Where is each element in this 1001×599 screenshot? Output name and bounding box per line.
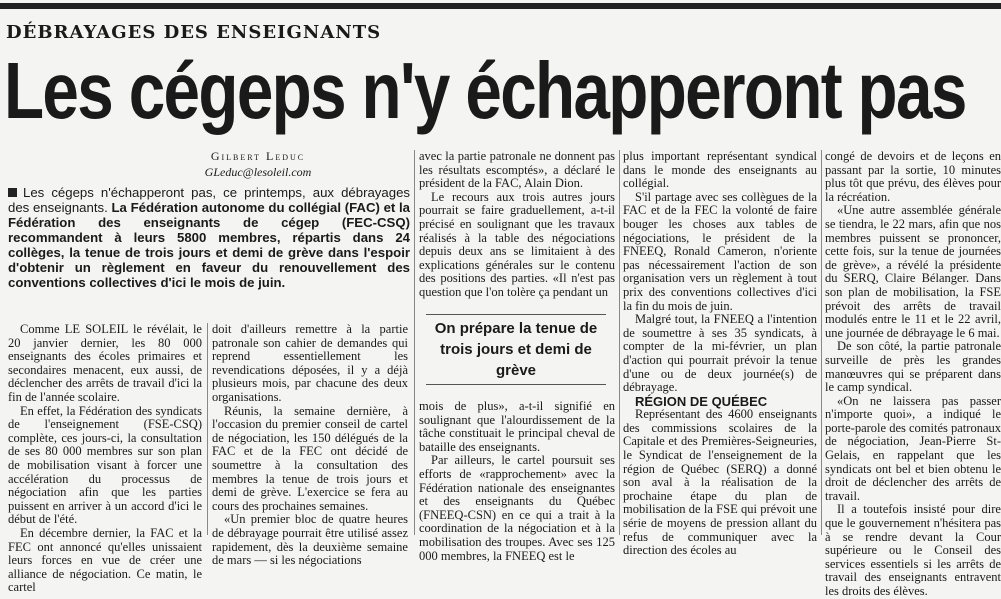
col5-paragraph: De son côté, la partie patronale surveille de près les grandes manœuvres qui se préparent dans le camp syndical. <box>825 339 1001 395</box>
col4-paragraph: Représentant des 4600 enseignants des commissions scolaires de la Capitale et des Premières-Seigneuries, le Syndicat de l'enseignement de la région de Québec (SERQ) a donné son aval à la réalisation de la prochaine étape du plan de mobilisation de la FSE qui prévoit une série de moyens de pression allant du refus de communiquer avec la direction des écoles au <box>623 407 817 558</box>
col2-paragraph: Réunis, la semaine dernière, à l'occasion du premier conseil de cartel de négociation, les 150 délégués de la FAC et de la FEC ont décidé de soumettre à la consultation des membres la tenue de trois jours et demi de grève. L'exercice se fera au cours des prochaines semaines. <box>212 403 408 513</box>
col3-paragraph: Le recours aux trois autres jours pourrait se faire graduellement, a-t-il précisé en soulignant que les travaux réalisés à la table des négociations depuis deux ans se limitaient à des explications générales sur le contenu des positions des parties. «Il n'est pas question que l'on tolère ça pendant un <box>419 189 615 299</box>
pullquote-rule-top <box>426 314 606 315</box>
col4-paragraph: Malgré tout, la FNEEQ a l'intention de soumettre à ses 35 syndicats, à compter de la mi-février, un plan d'action qui pourrait prévoir la tenue d'une ou de deux journée(s) de débrayage. <box>623 312 817 395</box>
lead-sentence-1: Les cégeps n'échapperont pas, ce printemps, aux débrayages des enseignants. <box>8 185 410 215</box>
col3-paragraph: avec la partie patronale ne donnent pas les résultats escomptés», a déclaré le président de la FAC, Alain Dion. <box>419 149 615 191</box>
subhead-region-quebec: RÉGION DE QUÉBEC <box>635 393 768 409</box>
col2-paragraph: doit d'ailleurs remettre à la partie patronale son cahier de demandes qui reprend essentiellement les revendications déposées, il y a déjà plusieurs mois, par chacune des deux organisations. <box>212 322 408 404</box>
column-rule <box>821 150 822 535</box>
top-rule <box>0 3 1001 9</box>
bullet-square-icon <box>8 188 17 197</box>
col5-paragraph: congé de devoirs et de leçons en passant par la sortie, 10 minutes plus tôt que prévu, des élèves pour la récréation. <box>825 149 1001 204</box>
col2-paragraph: «Un premier bloc de quatre heures de débrayage pourrait être utilisé assez rapidement, dès la deuxième semaine de mars — si les négociations <box>212 512 408 568</box>
col4-paragraph: S'il partage avec ses collègues de la FAC et de la FEC la volonté de faire bouger les choses aux tables de négociations, le président de la FNEEQ, Ronald Cameron, n'oriente pas nécessairement l'action de son organisation vers un règlement à tout prix des conventions collectives d'ici la fin du mois de juin. <box>623 189 817 313</box>
lead-paragraph <box>8 185 410 290</box>
pullquote-rule-bottom <box>426 384 606 385</box>
col5-paragraph: Il a toutefois insisté pour dire que le gouvernement n'hésitera pas à se rendre devant la Cour supérieure ou le Conseil des services essentiels si les arrêts de travail des enseignants entravent les droits des élèves. <box>825 502 1001 598</box>
column-1 <box>8 322 202 595</box>
lead-sentence-2: La Fédération autonome du collégial (FAC) et la Fédération des enseignants de cégep (FEC-CSQ) recommandent à leurs 5800 membres, répartis dans 24 collèges, la tenue de trois jours et demi de grève dans l'espoir d'obtenir un règlement en faveur du renouvellement des conventions collectives d'ici le mois de juin. <box>8 200 411 290</box>
column-3-bottom <box>419 399 615 563</box>
column-rule <box>207 323 208 535</box>
col5-paragraph: «On ne laissera pas passer n'importe quoi», a indiqué le porte-parole des comités patronaux de négociation, Jean-Pierre St-Gelais, en rappelant que les syndicats ont bel et bien obtenu le droit de déclencher des arrêts de travail. <box>825 393 1001 503</box>
headline: Les cégeps n'y échapperont pas <box>4 46 966 135</box>
col1-paragraph: En effet, la Fédération des syndicats de l'enseignement (FSE-CSQ) complète, ces jours-ci, la consultation de ses 80 000 membres sur son plan de mobilisation visant à forcer une accélération du processus de négociation afin que les parties puissent en arriver à un accord d'ici le début de l'été. <box>8 403 202 527</box>
col3-paragraph: mois de plus», a-t-il signifié en soulignant que l'alourdissement de la tâche constituait le principal cheval de bataille des enseignants. <box>419 399 615 454</box>
col3-paragraph: Par ailleurs, le cartel poursuit ses efforts de «rapprochement» avec la Fédération nationale des enseignantes et des enseignants du Québec (FNEEQ-CSN) en ce qui a trait à la coordination de la négociation et à la mobilisation des troupes. Avec ses 125 000 membres, la FNEEQ est le <box>419 453 615 563</box>
column-3-top <box>419 150 615 310</box>
column-4 <box>623 149 817 558</box>
byline-email: GLeduc@lesoleil.com <box>204 165 312 179</box>
kicker: DÉBRAYAGES DES ENSEIGNANTS <box>6 22 382 43</box>
column-2 <box>212 322 408 568</box>
column-rule <box>414 150 415 535</box>
column-rule <box>619 150 620 535</box>
col1-paragraph: Comme LE SOLEIL le révélait, le 20 janvier dernier, les 80 000 enseignants des écoles primaires et secondaires menacent, eux aussi, de déclencher des arrêts de travail d'ici la fin de l'année scolaire. <box>8 322 202 404</box>
col1-paragraph: En décembre dernier, la FAC et la FEC ont annoncé qu'elles unissaient leurs forces en vue de créer une alliance de négociation. Ce matin, le cartel <box>8 525 202 595</box>
col4-paragraph: plus important représentant syndical dans le monde des enseignants au collégial. <box>623 149 817 191</box>
col5-paragraph: «Une autre assemblée générale se tiendra, le 22 mars, afin que nos membres puissent se prononcer, cette fois, sur la tenue de journées de grève», a révélé la présidente du SERQ, Claire Bélanger. Dans son plan de mobilisation, la FSE prévoit des arrêts de travail modulés entre le 11 et le 22 avril, une journée de débrayage le 6 mai. <box>825 203 1001 340</box>
byline-name: Gilbert Leduc <box>210 149 306 163</box>
pullquote: On prépare la tenue de trois jours et demi de grève <box>434 320 598 379</box>
column-5 <box>825 149 1001 598</box>
